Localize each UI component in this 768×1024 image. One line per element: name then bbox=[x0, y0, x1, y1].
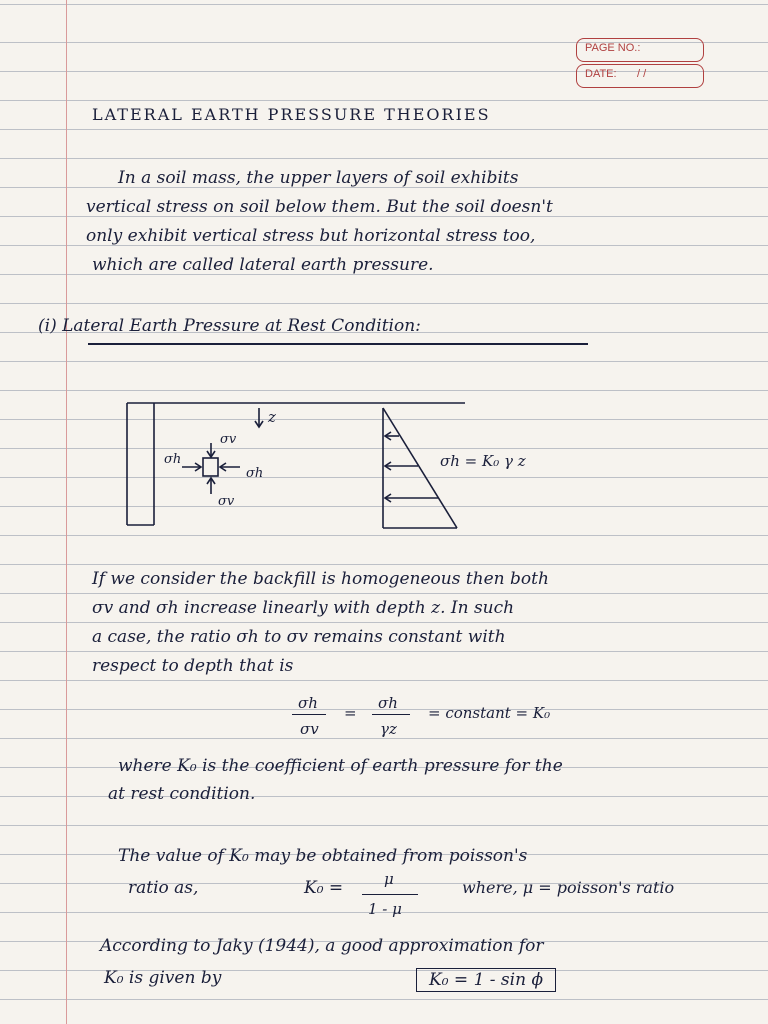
sigma-h-right-label: σh bbox=[246, 466, 264, 481]
mu-bar bbox=[362, 894, 418, 895]
date-value: / / bbox=[637, 68, 647, 80]
k0-label: K₀ = bbox=[304, 878, 344, 898]
ratio-eq-1: = bbox=[344, 704, 357, 722]
intro-line-2: vertical stress on soil below them. But the soil doesn't bbox=[86, 197, 553, 217]
ratio-den-2: γz bbox=[380, 720, 397, 738]
jaky-line-1: According to Jaky (1944), a good approximation for bbox=[100, 936, 544, 956]
body-line-3: a case, the ratio σh to σv remains constant with bbox=[92, 627, 506, 647]
sigma-h-left-label: σh bbox=[164, 452, 182, 467]
z-label: z bbox=[268, 408, 276, 426]
ratio-bar-2 bbox=[372, 714, 410, 715]
intro-line-1: In a soil mass, the upper layers of soil exhibits bbox=[118, 168, 519, 188]
mu-denominator: 1 - μ bbox=[368, 900, 402, 918]
poisson-line-2: ratio as, bbox=[128, 878, 199, 898]
body-line-4: respect to depth that is bbox=[92, 656, 294, 676]
ratio-bar-1 bbox=[292, 714, 326, 715]
jaky-line-2: K₀ is given by bbox=[104, 968, 222, 988]
intro-line-4: which are called lateral earth pressure. bbox=[92, 255, 434, 275]
ratio-num-1: σh bbox=[298, 694, 318, 712]
poisson-where: where, μ = poisson's ratio bbox=[462, 878, 675, 897]
poisson-line-1: The value of K₀ may be obtained from poisson's bbox=[118, 846, 528, 866]
where-line-2: at rest condition. bbox=[108, 784, 256, 804]
page-title: LATERAL EARTH PRESSURE THEORIES bbox=[92, 105, 491, 124]
mu-numerator: μ bbox=[384, 870, 394, 888]
body-line-2: σv and σh increase linearly with depth z. In such bbox=[92, 598, 515, 618]
intro-line-3: only exhibit vertical stress but horizontal stress too, bbox=[86, 226, 536, 246]
page-no-label: PAGE NO.: bbox=[585, 42, 641, 54]
section-heading: (i) Lateral Earth Pressure at Rest Condition: bbox=[38, 316, 421, 336]
date-label: DATE: bbox=[585, 68, 617, 80]
sigma-v-top-label: σv bbox=[220, 432, 237, 447]
soil-element bbox=[203, 458, 218, 476]
formula-label: σh = K₀ γ z bbox=[440, 452, 526, 470]
ratio-rest: = constant = K₀ bbox=[428, 704, 551, 722]
ratio-num-2: σh bbox=[378, 694, 398, 712]
jaky-boxed-formula: K₀ = 1 - sin ϕ bbox=[416, 968, 556, 992]
ratio-den-1: σv bbox=[300, 720, 319, 738]
sigma-v-bottom-label: σv bbox=[218, 494, 235, 509]
where-line-1: where K₀ is the coefficient of earth pressure for the bbox=[118, 756, 563, 776]
body-line-1: If we consider the backfill is homogeneous then both bbox=[92, 569, 549, 589]
